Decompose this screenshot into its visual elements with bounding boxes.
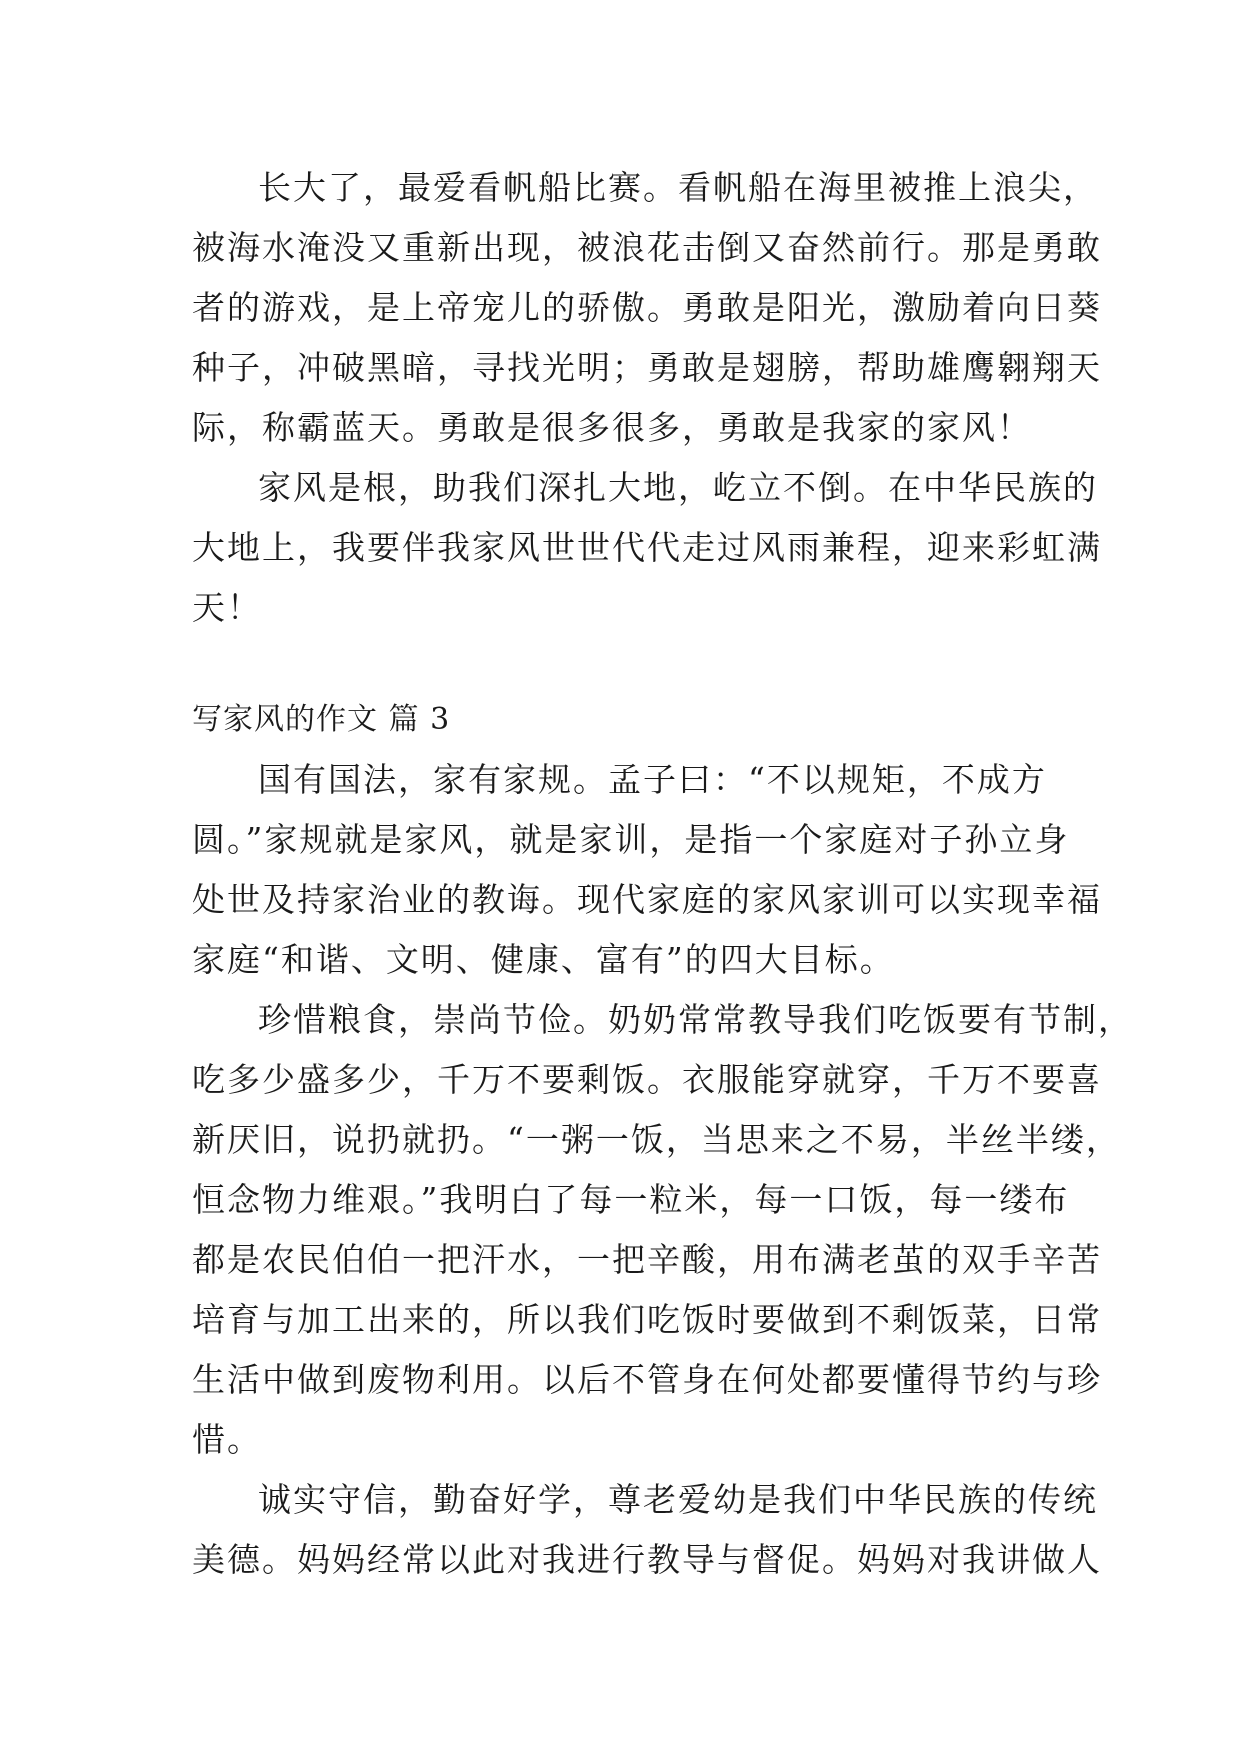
paragraph-line: 都是农民伯伯一把汗水，一把辛酸，用布满老茧的双手辛苦 — [192, 1240, 1102, 1279]
paragraph-line: 处世及持家治业的教诲。现代家庭的家风家训可以实现幸福 — [192, 880, 1102, 919]
paragraph-line: 吃多少盛多少，千万不要剩饭。衣服能穿就穿，千万不要喜 — [192, 1060, 1102, 1099]
paragraph-line: 国有国法，家有家规。孟子曰：“不以规矩，不成方 — [258, 760, 1047, 799]
paragraph-line: 新厌旧，说扔就扔。“一粥一饭，当思来之不易，半丝半缕， — [192, 1120, 1121, 1159]
paragraph-line: 被海水淹没又重新出现，被浪花击倒又奋然前行。那是勇敢 — [192, 228, 1102, 267]
paragraph-line: 家风是根，助我们深扎大地，屹立不倒。在中华民族的 — [258, 468, 1098, 507]
paragraph-line: 生活中做到废物利用。以后不管身在何处都要懂得节约与珍 — [192, 1360, 1102, 1399]
paragraph-line: 惜。 — [192, 1420, 262, 1459]
paragraph-line: 者的游戏，是上帝宠儿的骄傲。勇敢是阳光，激励着向日葵 — [192, 288, 1102, 327]
paragraph-line: 家庭“和谐、文明、健康、富有”的四大目标。 — [192, 940, 895, 979]
paragraph-line: 恒念物力维艰。”我明白了每一粒米，每一口饭，每一缕布 — [192, 1180, 1070, 1219]
paragraph-line: 诚实守信，勤奋好学，尊老爱幼是我们中华民族的传统 — [258, 1480, 1098, 1519]
paragraph-line: 种子，冲破黑暗，寻找光明；勇敢是翅膀，帮助雄鹰翱翔天 — [192, 348, 1102, 387]
section-heading: 写家风的作文 篇 3 — [192, 702, 451, 737]
paragraph-line: 际，称霸蓝天。勇敢是很多很多，勇敢是我家的家风！ — [192, 408, 1032, 447]
paragraph-line: 大地上，我要伴我家风世世代代走过风雨兼程，迎来彩虹满 — [192, 528, 1102, 567]
paragraph-line: 天！ — [192, 588, 262, 627]
paragraph-line: 培育与加工出来的，所以我们吃饭时要做到不剩饭菜，日常 — [192, 1300, 1102, 1339]
paragraph-line: 长大了，最爱看帆船比赛。看帆船在海里被推上浪尖， — [258, 168, 1098, 207]
paragraph-line: 珍惜粮食，崇尚节俭。奶奶常常教导我们吃饭要有节制， — [258, 1000, 1133, 1039]
paragraph-line: 美德。妈妈经常以此对我进行教导与督促。妈妈对我讲做人 — [192, 1540, 1102, 1579]
paragraph-line: 圆。”家规就是家风，就是家训，是指一个家庭对子孙立身 — [192, 820, 1070, 859]
